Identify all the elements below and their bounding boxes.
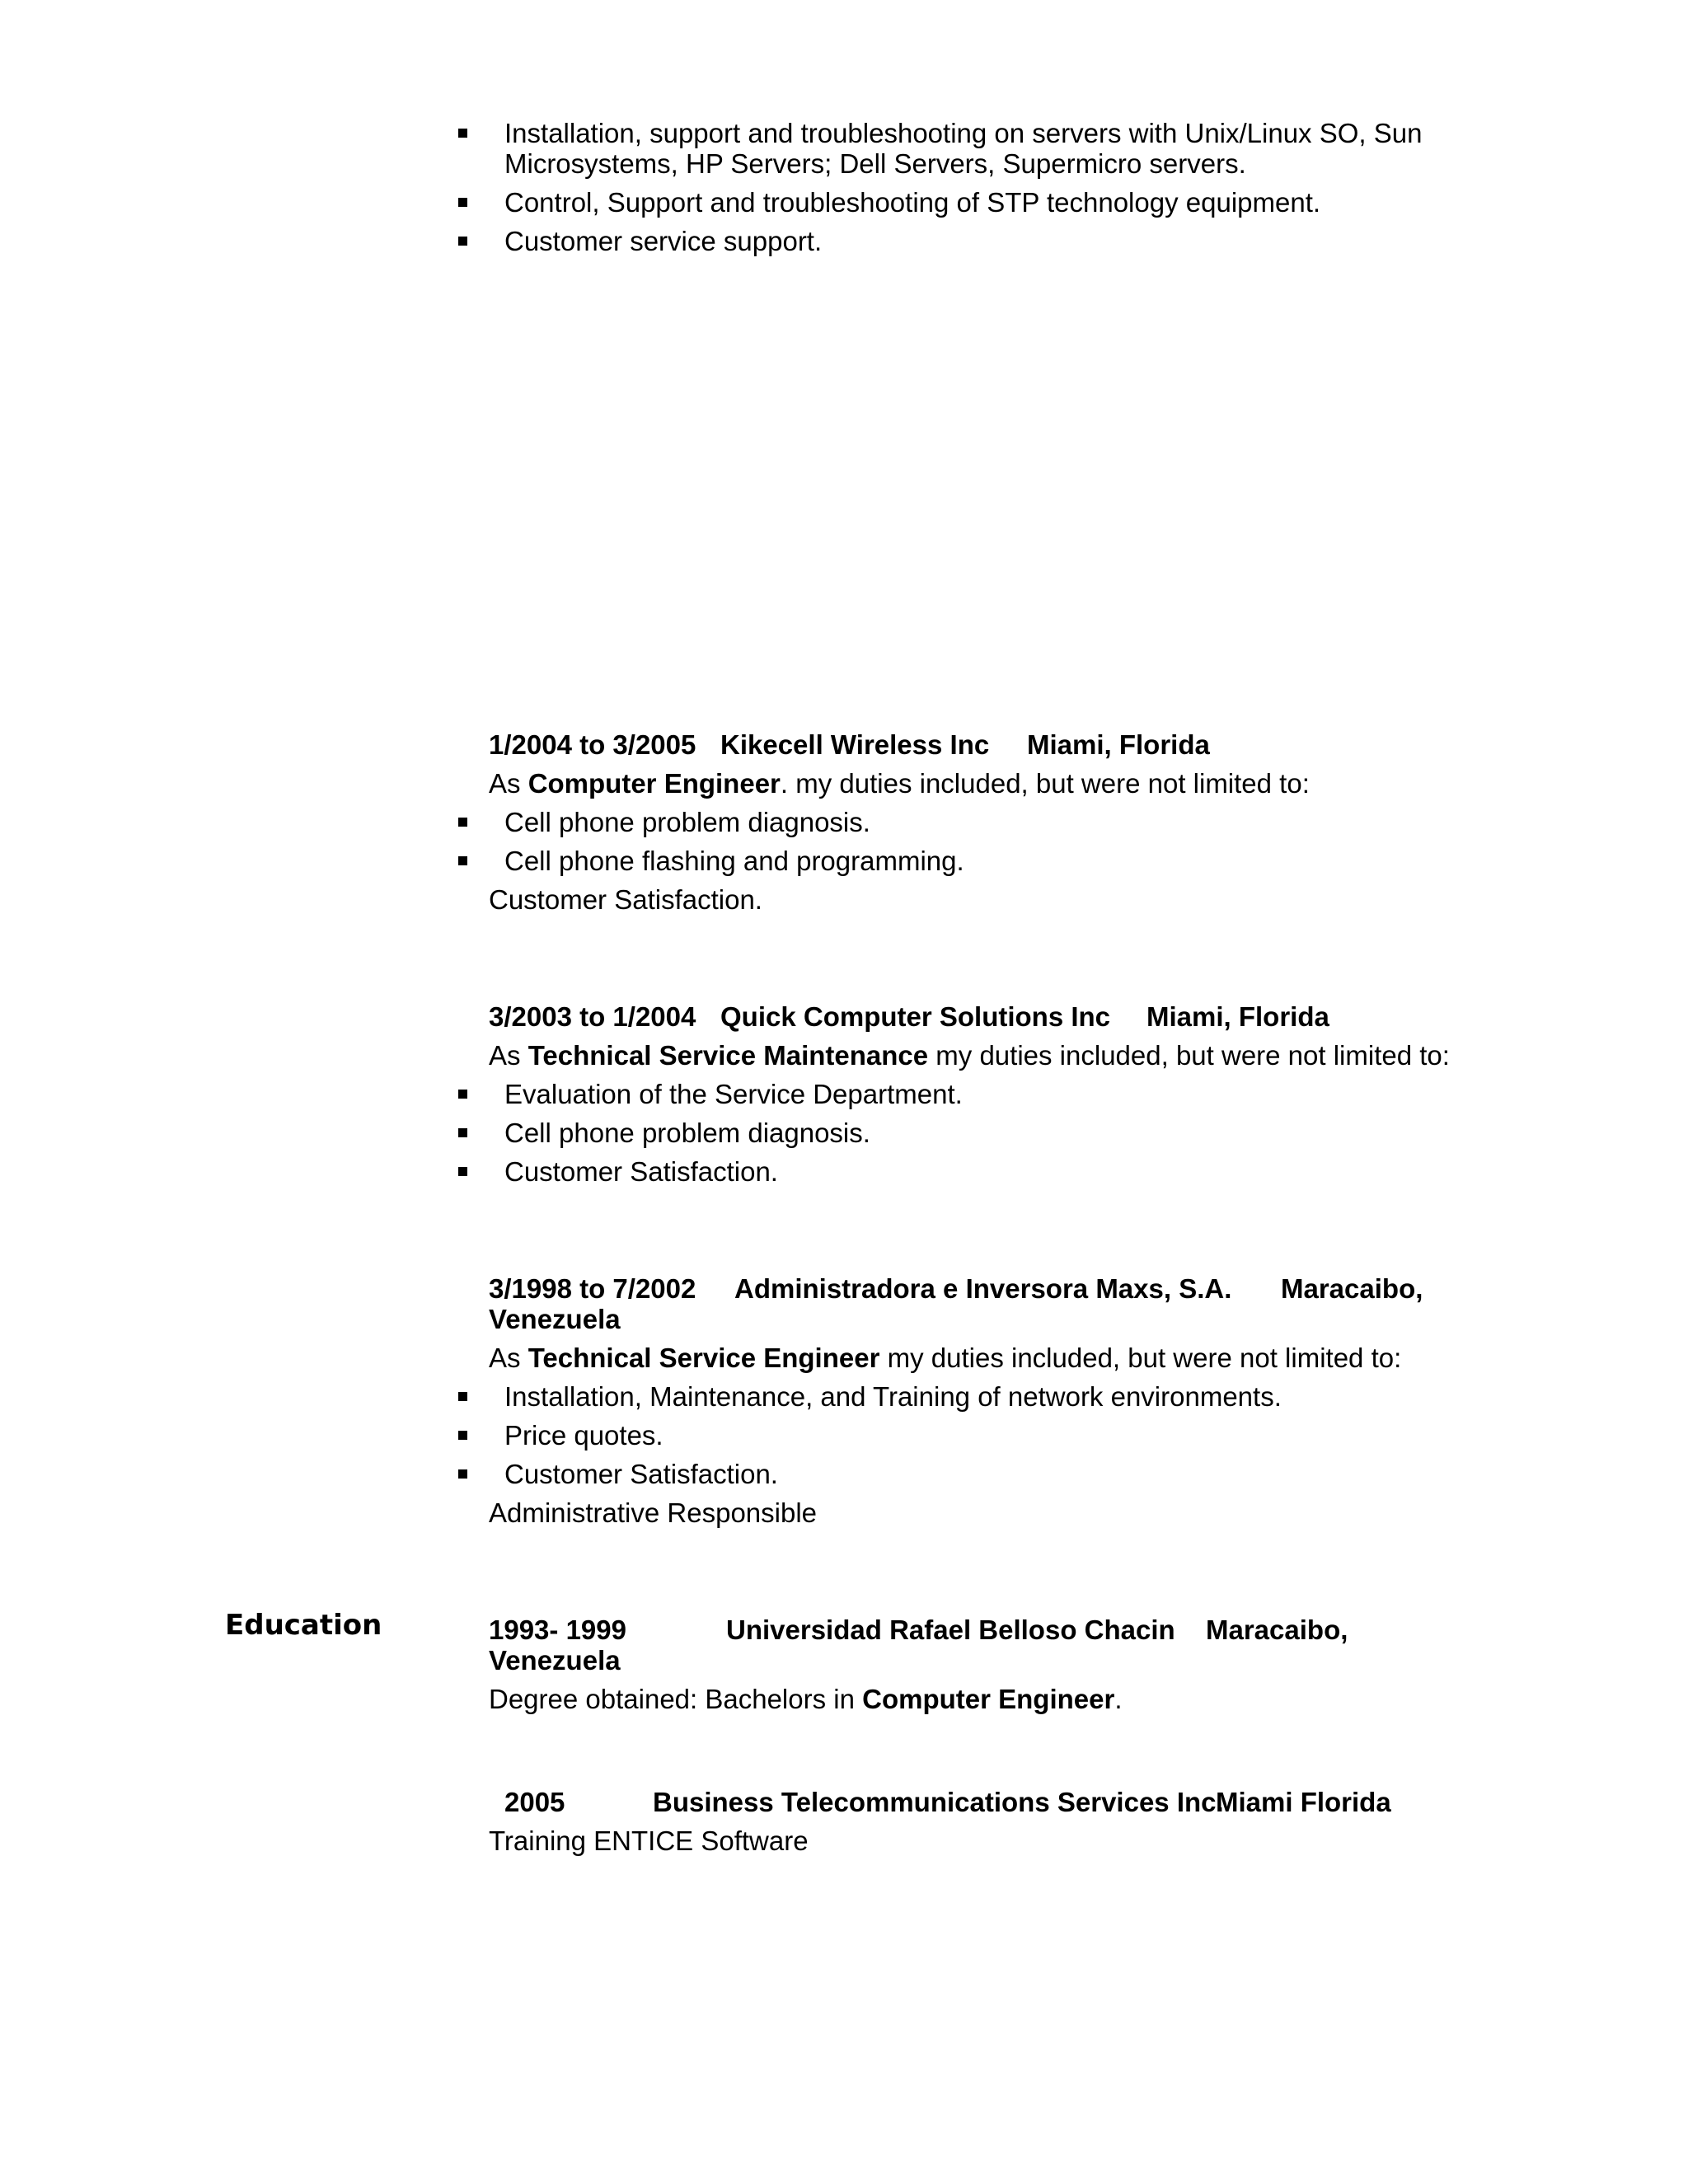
education-detail: Training ENTICE Software [489,1825,809,1856]
job-duties-intro: my duties included, but were not limited to: [928,1040,1450,1071]
job-as-label: As [489,1040,521,1071]
bullet-icon [458,856,467,865]
bullet-text: Customer service support. [504,226,823,256]
bullet-text: Installation, Maintenance, and Training of network environments. [504,1381,1282,1412]
education-school: Business Telecommunications Services Inc. [653,1787,1224,1817]
job-company: Kikecell Wireless Inc [720,729,990,760]
bullet-icon [458,198,467,207]
bullet-text: Cell phone flashing and programming. [504,846,964,876]
bullet-text: Cell phone problem diagnosis. [504,807,870,837]
job-as-label: As [489,1343,521,1373]
education-location: Maracaibo, [1206,1615,1348,1645]
bullet-icon [458,1128,467,1137]
bullet-text-continued: Microsystems, HP Servers; Dell Servers, Supermicro servers. [504,148,1246,179]
job-role: Computer Engineer [528,768,781,799]
bullet-icon [458,1469,467,1479]
job-dates: 3/2003 to 1/2004 [489,1001,696,1032]
job-location: Miami, Florida [1027,729,1210,760]
education-location-continued: Venezuela [489,1645,621,1675]
education-degree-suffix: . [1114,1684,1123,1714]
education-degree: Computer Engineer [862,1684,1115,1714]
bullet-icon [458,1167,467,1176]
job-dates: 3/1998 to 7/2002 [489,1273,696,1304]
job-duties-line [489,767,1310,800]
section-heading-education: Education [225,1609,382,1642]
job-duties-intro: my duties included, but were not limited to: [879,1343,1402,1373]
job-duties-line [489,1342,1401,1375]
bullet-icon [458,818,467,827]
job-extra-line: Administrative Responsible [489,1497,818,1528]
job-role: Technical Service Maintenance [528,1040,929,1071]
bullet-icon [458,129,467,138]
bullet-text: Evaluation of the Service Department. [504,1079,963,1109]
bullet-text: Cell phone problem diagnosis. [504,1118,870,1148]
education-location: Miami Florida [1216,1787,1391,1817]
education-degree-line [489,1683,1123,1716]
education-school: Universidad Rafael Belloso Chacin [726,1615,1175,1645]
education-dates: 1993- 1999 [489,1615,626,1645]
job-duties-intro: . my duties included, but were not limited to: [780,768,1310,799]
bullet-text: Customer Satisfaction. [504,1459,778,1489]
job-role: Technical Service Engineer [528,1343,880,1373]
job-location: Maracaibo, [1281,1273,1423,1304]
bullet-icon [458,237,467,246]
job-location-continued: Venezuela [489,1304,621,1334]
job-dates: 1/2004 to 3/2005 [489,729,696,760]
bullet-text: Customer Satisfaction. [504,1156,778,1187]
job-extra-line: Customer Satisfaction. [489,884,762,915]
job-duties-line [489,1039,1450,1072]
education-dates: 2005 [504,1787,565,1817]
job-company: Quick Computer Solutions Inc [720,1001,1111,1032]
bullet-text: Price quotes. [504,1420,663,1451]
bullet-text: Installation, support and troubleshooting on servers with Unix/Linux SO, Sun [504,118,1423,148]
job-company: Administradora e Inversora Maxs, S.A. [734,1273,1232,1304]
job-location: Miami, Florida [1146,1001,1329,1032]
bullet-icon [458,1090,467,1099]
bullet-icon [458,1431,467,1440]
education-degree-prefix: Degree obtained: Bachelors in [489,1684,863,1714]
job-as-label: As [489,768,521,799]
bullet-text: Control, Support and troubleshooting of STP technology equipment. [504,187,1321,218]
bullet-icon [458,1392,467,1401]
